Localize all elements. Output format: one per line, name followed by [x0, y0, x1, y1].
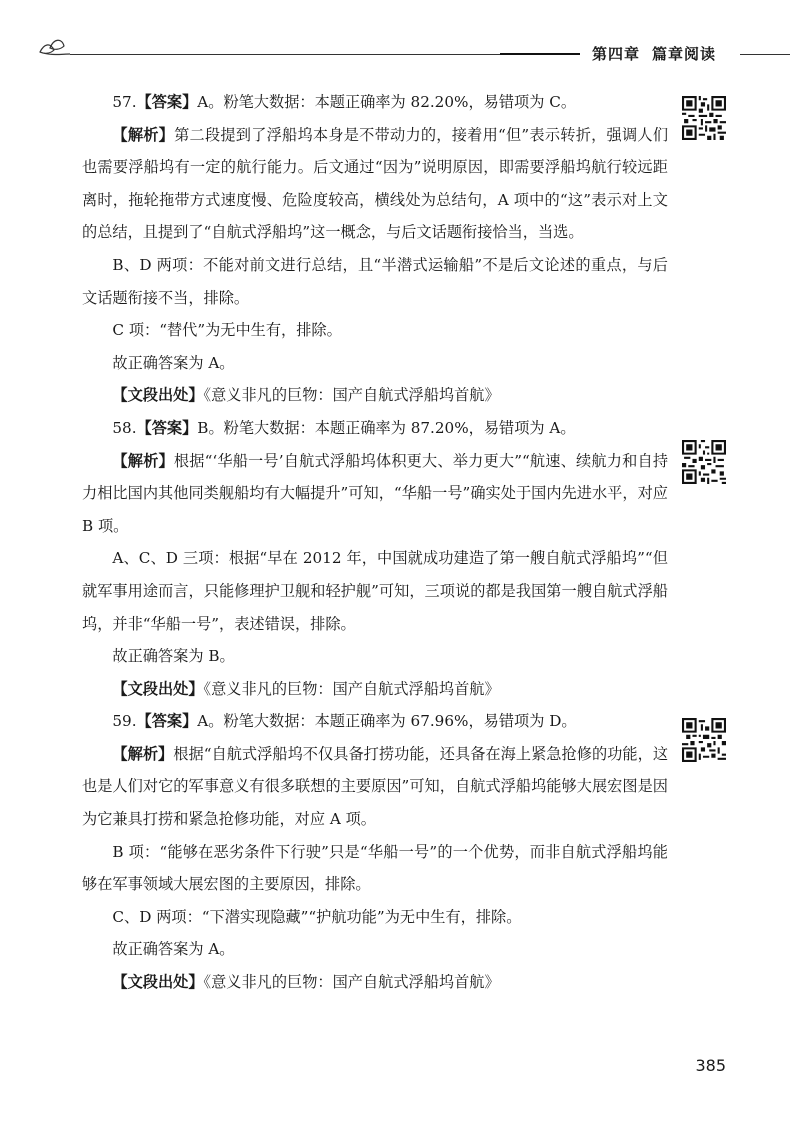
answer-line: [82, 705, 668, 738]
qr-code-icon[interactable]: [682, 96, 726, 140]
source-line: [82, 966, 668, 999]
answer-tag: 【答案】: [136, 93, 198, 111]
source-tag: 【文段出处】: [112, 679, 204, 698]
answer-line: [82, 86, 668, 119]
header-rule-left: [70, 54, 500, 55]
conclusion-line: 故正确答案为 A。: [112, 353, 235, 372]
source-tag: 【文段出处】: [112, 386, 204, 405]
source-text: 《意义非凡的巨物：国产自航式浮船坞首航》: [203, 973, 500, 992]
analysis-paragraph: [82, 445, 668, 543]
conclusion-line: 故正确答案为 B。: [112, 647, 235, 666]
option-note: A、C、D 三项：根据“早在 2012 年，中国就成功建造了第一艘自航式浮船坞”“但就军事用途而言，只能修理护卫舰和轻护舰”可知，三项说的都是我国第一艘自航式浮船坞，并非“华船一号”，表述错误，排除。: [82, 549, 668, 633]
leaf-ornament-icon: [36, 30, 70, 64]
source-tag: 【文段出处】: [112, 973, 204, 992]
answer-line: [82, 412, 668, 445]
option-note: C 项：“替代”为无中生有，排除。: [112, 321, 342, 340]
answer-tag: 【答案】: [136, 712, 198, 731]
qr-code-icon[interactable]: [682, 718, 726, 762]
qr-code-pattern: [682, 96, 726, 140]
answer-text: A。粉笔大数据：本题正确率为 67.96%，易错项为 D。: [197, 712, 577, 731]
analysis-text: 第二段提到了浮船坞本身是不带动力的，接着用“但”表示转折，强调人们也需要浮船坞有一定的航行能力。后文通过“因为”说明原因，即需要浮船坞航行较远距离时，拖轮拖带方式速度慢、危险度较高，横线处为总结句，A 项中的“这”表示对上文的总结，且提到了“自航式浮船坞”这一概念，与后文话题衔接恰当，当选。: [82, 125, 669, 242]
answer-content: [82, 86, 668, 999]
question-number: 58.: [112, 418, 137, 437]
chapter-label: 第四章: [592, 45, 641, 63]
source-line: [82, 379, 668, 412]
question-number: 59.: [112, 712, 137, 731]
qr-code-pattern: [682, 718, 726, 762]
analysis-text: 根据“自航式浮船坞不仅具备打捞功能，还具备在海上紧急抢修的功能，这也是人们对它的军事意义有很多联想的主要原因”可知，自航式浮船坞能够大展宏图是因为它兼具打捞和紧急抢修功能，对应 A 项。: [82, 744, 669, 829]
source-line: [82, 673, 668, 706]
answer-tag: 【答案】: [136, 418, 198, 437]
question-number: 57.: [112, 93, 137, 111]
source-text: 《意义非凡的巨物：国产自航式浮船坞首航》: [203, 386, 500, 405]
analysis-tag: 【解析】: [112, 125, 175, 144]
analysis-paragraph: [82, 738, 668, 836]
running-header: [0, 30, 800, 70]
answer-text: A。粉笔大数据：本题正确率为 82.20%，易错项为 C。: [197, 93, 577, 111]
analysis-paragraph: [82, 119, 668, 249]
conclusion-line: 故正确答案为 A。: [112, 940, 235, 959]
source-text: 《意义非凡的巨物：国产自航式浮船坞首航》: [203, 679, 500, 698]
option-note: B 项：“能够在恶劣条件下行驶”只是“华船一号”的一个优势，而非自航式浮船坞能够在军事领域大展宏图的主要原因，排除。: [82, 842, 668, 894]
header-rule-accent: [500, 53, 580, 55]
section-label: 篇章阅读: [652, 45, 717, 63]
header-rule-right: [740, 54, 790, 55]
chapter-title: [592, 43, 716, 64]
analysis-tag: 【解析】: [112, 451, 174, 470]
answer-text: B。粉笔大数据：本题正确率为 87.20%，易错项为 A。: [197, 418, 576, 437]
option-note: B、D 两项：不能对前文进行总结，且“半潜式运输船”不是后文论述的重点，与后文话题衔接不当，排除。: [82, 255, 668, 307]
option-note: C、D 两项：“下潜实现隐藏”“护航功能”为无中生有，排除。: [112, 907, 522, 926]
qr-code-icon[interactable]: [682, 440, 726, 484]
analysis-tag: 【解析】: [112, 744, 174, 763]
page-number: 385: [695, 1056, 726, 1075]
qr-code-pattern: [682, 440, 726, 484]
analysis-text: 根据“‘华船一号’自航式浮船坞体积更大、举力更大”“航速、续航力和自持力相比国内其他同类舰船均有大幅提升”可知，“华船一号”确实处于国内先进水平，对应 B 项。: [82, 451, 669, 535]
